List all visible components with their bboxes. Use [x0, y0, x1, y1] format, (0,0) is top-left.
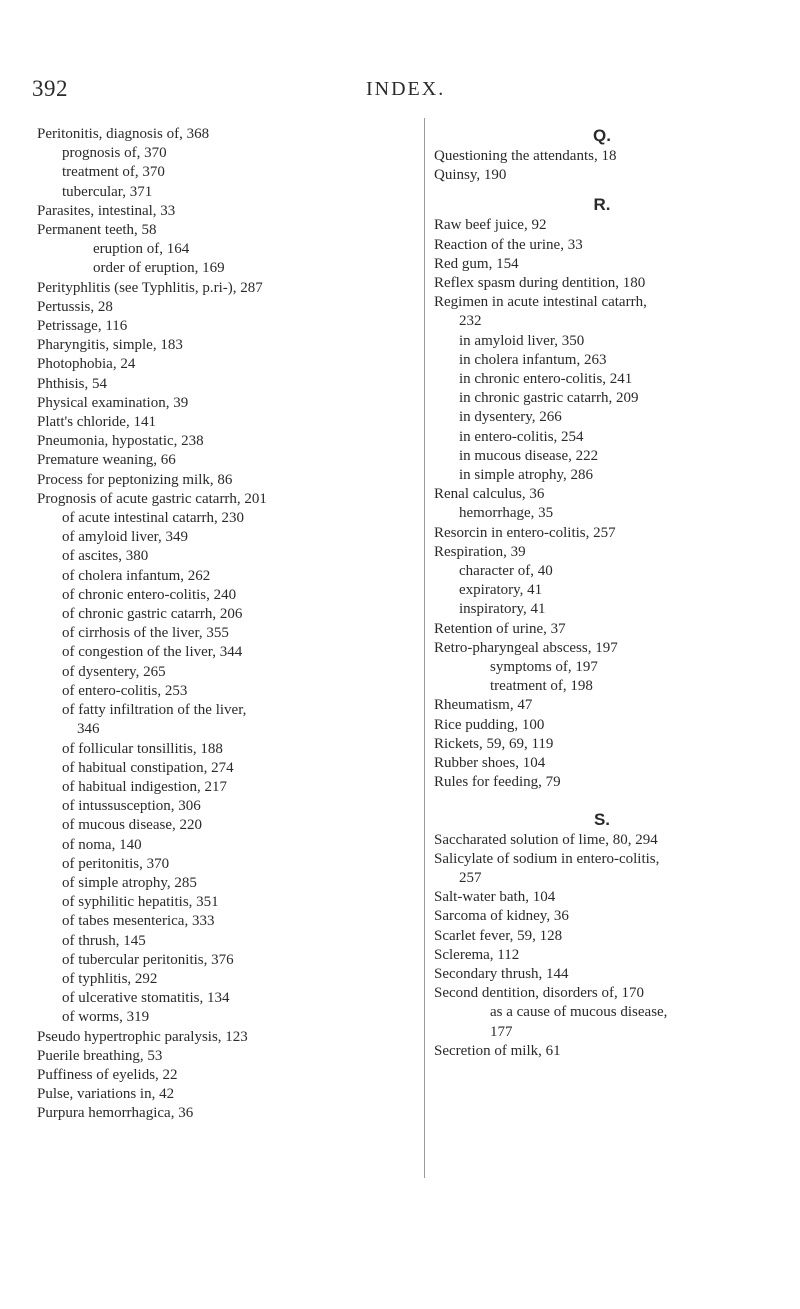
index-subentry: expiratory, 41	[459, 582, 543, 599]
index-subentry: tubercular, 371	[62, 183, 153, 200]
index-subentry: prognosis of, 370	[62, 145, 167, 162]
index-entry: Platt's chloride, 141	[37, 414, 156, 431]
index-subentry: of follicular tonsillitis, 188	[62, 740, 223, 757]
index-subentry: in cholera infantum, 263	[459, 351, 607, 368]
index-entry: Pharyngitis, simple, 183	[37, 337, 183, 354]
index-subentry: in chronic gastric catarrh, 209	[459, 390, 639, 407]
index-subentry: in amyloid liver, 350	[459, 332, 585, 349]
index-subentry: order of eruption, 169	[93, 260, 225, 277]
index-entry: Second dentition, disorders of, 170	[434, 985, 644, 1002]
column-divider	[424, 118, 425, 1178]
index-subentry: as a cause of mucous disease,	[490, 1004, 668, 1021]
index-entry: Reflex spasm during dentition, 180	[434, 275, 646, 292]
index-entry: Purpura hemorrhagica, 36	[37, 1105, 194, 1122]
index-subentry: eruption of, 164	[93, 241, 190, 258]
index-subentry: of fatty infiltration of the liver,	[62, 702, 247, 719]
index-subentry: of ulcerative stomatitis, 134	[62, 990, 230, 1007]
index-subentry: of acute intestinal catarrh, 230	[62, 510, 245, 527]
index-subentry: treatment of, 198	[490, 678, 593, 695]
index-subentry: of entero-colitis, 253	[62, 682, 188, 699]
index-subentry: of syphilitic hepatitis, 351	[62, 894, 219, 911]
index-subentry: of tubercular peritonitis, 376	[62, 951, 234, 968]
index-entry: Resorcin in entero-colitis, 257	[434, 524, 616, 541]
index-entry: Sarcoma of kidney, 36	[434, 908, 569, 925]
index-entry: Scarlet fever, 59, 128	[434, 927, 563, 944]
index-subentry: hemorrhage, 35	[459, 505, 554, 522]
page-number: 392	[32, 76, 68, 101]
index-entry: Retro-pharyngeal abscess, 197	[434, 639, 618, 656]
index-subentry: of typhlitis, 292	[62, 970, 158, 987]
index-subentry: of amyloid liver, 349	[62, 529, 189, 546]
index-entry: Rules for feeding, 79	[434, 774, 561, 791]
index-subentry: of dysentery, 265	[62, 663, 166, 680]
index-entry: Quinsy, 190	[434, 167, 507, 184]
index-entry: Photophobia, 24	[37, 356, 136, 373]
index-entry: Renal calculus, 36	[434, 486, 545, 503]
index-subentry: of cholera infantum, 262	[62, 567, 211, 584]
section-heading: S.	[593, 809, 611, 829]
section-heading: Q.	[593, 126, 611, 145]
index-entry: Process for peptonizing milk, 86	[37, 471, 233, 488]
index-subentry: of simple atrophy, 285	[62, 874, 197, 891]
index-entry: Reaction of the urine, 33	[434, 236, 583, 253]
index-subentry: of mucous disease, 220	[62, 817, 202, 834]
index-subentry: in mucous disease, 222	[459, 447, 599, 464]
index-subentry: symptoms of, 197	[490, 659, 598, 676]
index-subentry: in entero-colitis, 254	[459, 428, 584, 445]
index-entry: Salicylate of sodium in entero-colitis,	[434, 850, 660, 867]
index-subentry: 177	[490, 1023, 513, 1040]
index-subentry: of intussusception, 306	[62, 798, 201, 815]
index-entry: Rubber shoes, 104	[434, 755, 546, 772]
index-subentry: of thrush, 145	[62, 932, 146, 949]
index-entry: Peritonitis, diagnosis of, 368	[37, 126, 210, 142]
index-subentry: 232	[459, 313, 482, 330]
index-subentry: of chronic gastric catarrh, 206	[62, 606, 243, 623]
index-entry: Premature weaning, 66	[37, 452, 176, 469]
index-entry: Phthisis, 54	[37, 375, 108, 392]
index-subentry: of habitual constipation, 274	[62, 759, 234, 776]
index-subentry: of congestion of the liver, 344	[62, 644, 243, 661]
index-entry: Pertussis, 28	[37, 298, 113, 315]
section-heading: R.	[593, 195, 611, 215]
running-head: INDEX.	[366, 78, 446, 100]
index-subentry: of habitual indigestion, 217	[62, 778, 227, 795]
index-subentry: 346	[77, 721, 100, 738]
right-index-column	[434, 125, 770, 1061]
index-subentry: inspiratory, 41	[459, 601, 546, 618]
index-entry: Rheumatism, 47	[434, 697, 533, 714]
index-subentry: in chronic entero-colitis, 241	[459, 371, 633, 388]
index-subentry: treatment of, 370	[62, 164, 165, 181]
index-entry: Secondary thrush, 144	[434, 965, 569, 982]
index-entry: Salt-water bath, 104	[434, 889, 556, 906]
index-entry: Perityphlitis (see Typhlitis, p.ri-), 287	[37, 279, 263, 296]
index-entry: Regimen in acute intestinal catarrh,	[434, 294, 647, 311]
index-subentry: of tabes mesenterica, 333	[62, 913, 215, 930]
index-subentry: in dysentery, 266	[459, 409, 562, 426]
index-entry: Respiration, 39	[434, 543, 526, 560]
index-entry: Raw beef juice, 92	[434, 217, 547, 234]
index-entry: Parasites, intestinal, 33	[37, 202, 176, 219]
index-subentry: of ascites, 380	[62, 548, 149, 565]
index-subentry: of chronic entero-colitis, 240	[62, 586, 237, 603]
index-entry: Pneumonia, hypostatic, 238	[37, 433, 204, 450]
index-entry: Physical examination, 39	[37, 394, 189, 411]
index-subentry: of cirrhosis of the liver, 355	[62, 625, 229, 642]
index-entry: Petrissage, 116	[37, 318, 128, 335]
left-index-column	[37, 125, 415, 1124]
index-subentry: of peritonitis, 370	[62, 855, 170, 872]
index-entry: Puerile breathing, 53	[37, 1047, 163, 1064]
index-entry: Red gum, 154	[434, 255, 519, 272]
index-entry: Retention of urine, 37	[434, 620, 566, 637]
index-entry: Rice pudding, 100	[434, 716, 545, 733]
index-entry: Pulse, variations in, 42	[37, 1086, 175, 1103]
index-entry: Rickets, 59, 69, 119	[434, 735, 554, 752]
index-entry: Prognosis of acute gastric catarrh, 201	[37, 490, 267, 507]
index-subentry: character of, 40	[459, 563, 553, 580]
index-entry: Questioning the attendants, 18	[434, 148, 617, 164]
index-subentry: of worms, 319	[62, 1009, 150, 1026]
index-entry: Secretion of milk, 61	[434, 1042, 561, 1059]
index-entry: Puffiness of eyelids, 22	[37, 1066, 178, 1083]
index-entry: Sclerema, 112	[434, 946, 520, 963]
index-entry: Pseudo hypertrophic paralysis, 123	[37, 1028, 248, 1045]
index-subentry: 257	[459, 869, 482, 886]
index-subentry: of noma, 140	[62, 836, 142, 853]
index-subentry: in simple atrophy, 286	[459, 467, 594, 484]
index-entry: Permanent teeth, 58	[37, 222, 157, 239]
index-entry: Saccharated solution of lime, 80, 294	[434, 831, 658, 848]
